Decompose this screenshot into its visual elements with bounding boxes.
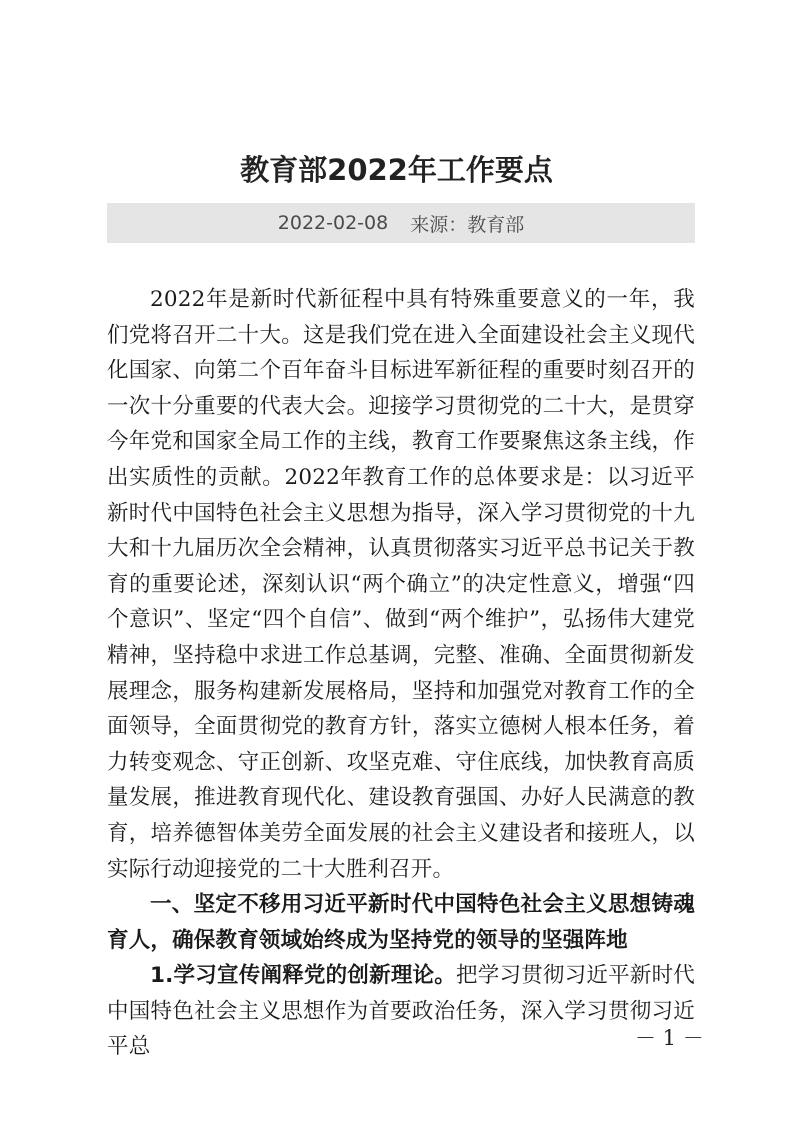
item-text: 把学习贯彻习近平新时代中国特色社会主义思想作为首要政治任务，深入学习贯彻习近平总 [107,963,695,1060]
document-body [107,282,695,1065]
intro-paragraph: 2022年是新时代新征程中具有特殊重要意义的一年，我们党将召开二十大。这是我们党在进入全面建设社会主义现代化国家、向第二个百年奋斗目标进军新征程的重要时刻召开的一次十分重要的代表大会。迎接学习贯彻党的二十大，是贯穿今年党和国家全局工作的主线，教育工作要聚焦这条主线，作出实质性的贡献。2022年教育工作的总体要求是：以习近平新时代中国特色社会主义思想为指导，深入学习贯彻党的十九大和十九届历次全会精神，认真贯彻落实习近平总书记关于教育的重要论述，深刻认识“两个确立”的决定性意义，增强“四个意识”、坚定“四个自信”、做到“两个维护”，弘扬伟大建党精神，坚持稳中求进工作总基调，完整、准确、全面贯彻新发展理念，服务构建新发展格局，坚持和加强党对教育工作的全面领导，全面贯彻党的教育方针，落实立德树人根本任务，着力转变观念、守正创新、攻坚克难、守住底线，加快教育高质量发展，推进教育现代化、建设教育强国、办好人民满意的教育，培养德智体美劳全面发展的社会主义建设者和接班人，以实际行动迎接党的二十大胜利召开。 [107,287,695,882]
section-heading: 一、坚定不移用习近平新时代中国特色社会主义思想铸魂育人，确保教育领域始终成为坚持党的领导的坚强阵地 [107,892,695,953]
meta-bar [107,203,695,243]
document-title: 教育部2022年工作要点 [240,153,553,187]
item-paragraph [107,958,695,1065]
source-label: 来源：教育部 [410,213,525,236]
page-number: － 1 － [635,1026,704,1050]
item-lead: 1.学习宣传阐释党的创新理论。 [150,963,457,989]
publish-date: 2022-02-08 [277,212,389,234]
